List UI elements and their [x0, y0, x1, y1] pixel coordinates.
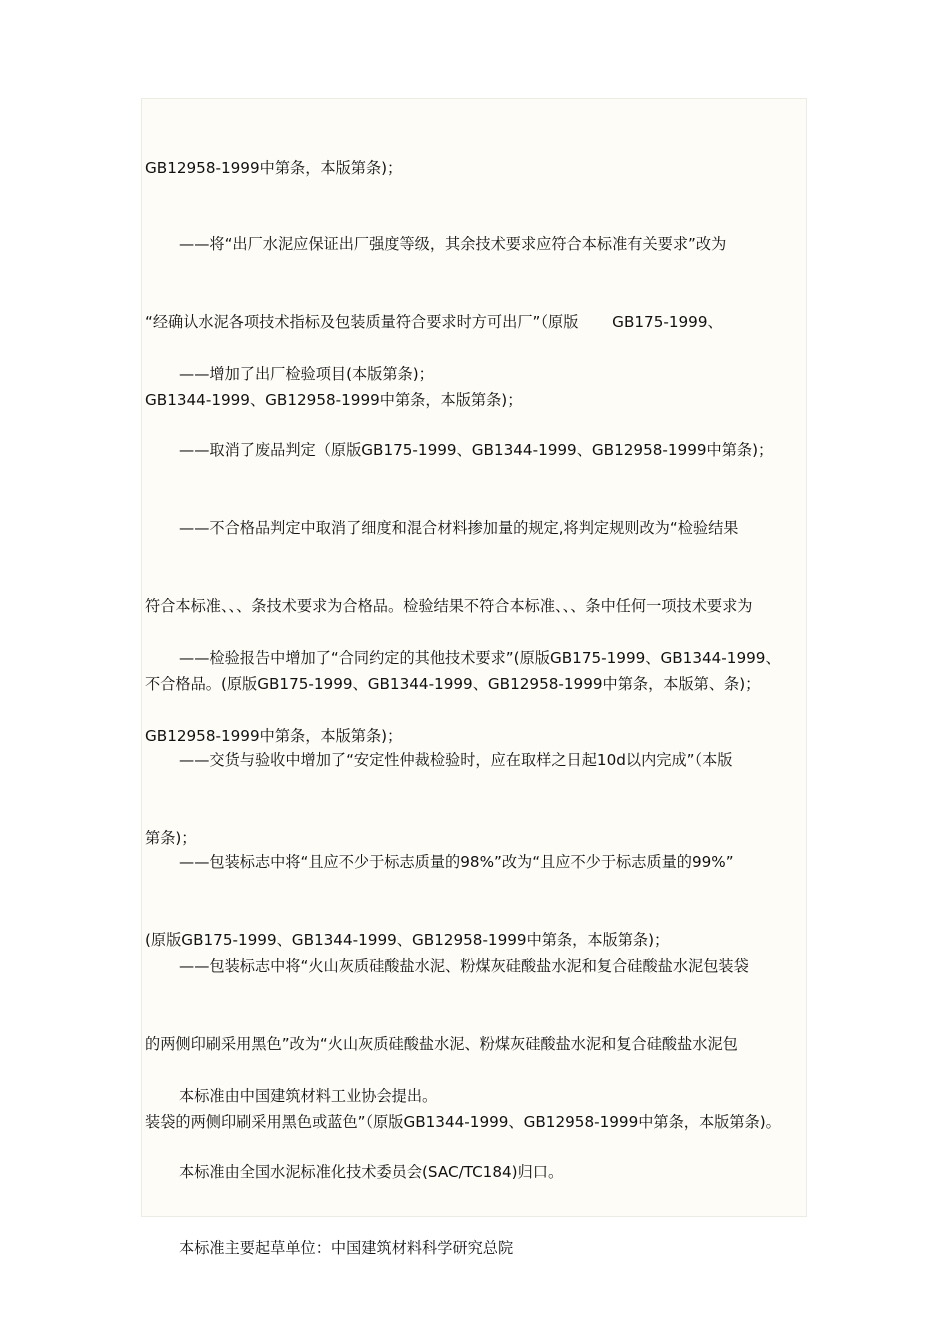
text-line: 不合格品。(原版GB175-1999、GB1344-1999、GB12958-1999中第条，本版第、条)； [145, 675, 761, 693]
text-line [145, 437, 807, 463]
text-line: GB1344-1999、GB12958-1999中第条，本版第条)； [145, 391, 523, 409]
text-line-content: ——将“出厂水泥应保证出厂强度等级，其余技术要求应符合本标准有关要求”改为 [179, 235, 727, 253]
text-line: “经确认水泥各项技术指标及包装质量符合要求时方可出厂”（原版 GB175-1999、 [145, 313, 723, 331]
text-line-content: 本标准由中国建筑材料工业协会提出。 [179, 1087, 438, 1105]
text-line: 第条)； [145, 829, 197, 847]
document-panel [141, 98, 807, 1257]
paragraph-drafting-unit [145, 1183, 807, 1313]
text-line: 装袋的两侧印刷采用黑色或蓝色”（原版GB1344-1999、GB12958-1999中第条，本版第条)。 [145, 1113, 781, 1131]
text-line: 符合本标准、、、条技术要求为合格品。检验结果不符合本标准、、、条中任何一项技术要求为 [145, 597, 753, 615]
text-line [145, 515, 807, 541]
text-line [145, 1083, 807, 1109]
text-line [145, 645, 807, 671]
text-line [145, 1159, 807, 1185]
text-line [145, 953, 807, 979]
text-line-content: ——增加了出厂检验项目(本版第条)； [179, 365, 434, 383]
text-line [145, 849, 807, 875]
text-line: GB12958-1999中第条，本版第条)； [145, 727, 403, 745]
text-line-content: 本标准由全国水泥标准化技术委员会(SAC/TC184)归口。 [179, 1163, 564, 1181]
text-line: (原版GB175-1999、GB1344-1999、GB12958-1999中第条，本版第条)； [145, 931, 670, 949]
text-line-content: ——交货与验收中增加了“安定性仲裁检验时，应在取样之日起10d以内完成”（本版 [179, 751, 733, 769]
text-line-content: ——不合格品判定中取消了细度和混合材料掺加量的规定,将判定规则改为“检验结果 [179, 519, 739, 537]
text-line-content: ——取消了废品判定（原版GB175-1999、GB1344-1999、GB12958-1999中第条)； [179, 441, 774, 459]
text-line [145, 361, 807, 387]
text-line-content: 本标准主要起草单位：中国建筑材料科学研究总院 [179, 1239, 514, 1257]
text-line-content: ——包装标志中将“火山灰质硅酸盐水泥、粉煤灰硅酸盐水泥和复合硅酸盐水泥包装袋 [179, 957, 749, 975]
text-line: GB12958-1999中第条，本版第条)； [145, 159, 403, 177]
text-line [145, 231, 807, 257]
text-line [145, 1235, 807, 1261]
text-line [145, 747, 807, 773]
text-line-content: ——检验报告中增加了“合同约定的其他技术要求”(原版GB175-1999、GB1344-1999、 [179, 649, 781, 667]
text-line-content: ——包装标志中将“且应不少于标志质量的98%”改为“且应不少于标志质量的99%” [179, 853, 734, 871]
text-line: 的两侧印刷采用黑色”改为“火山灰质硅酸盐水泥、粉煤灰硅酸盐水泥和复合硅酸盐水泥包 [145, 1035, 738, 1053]
